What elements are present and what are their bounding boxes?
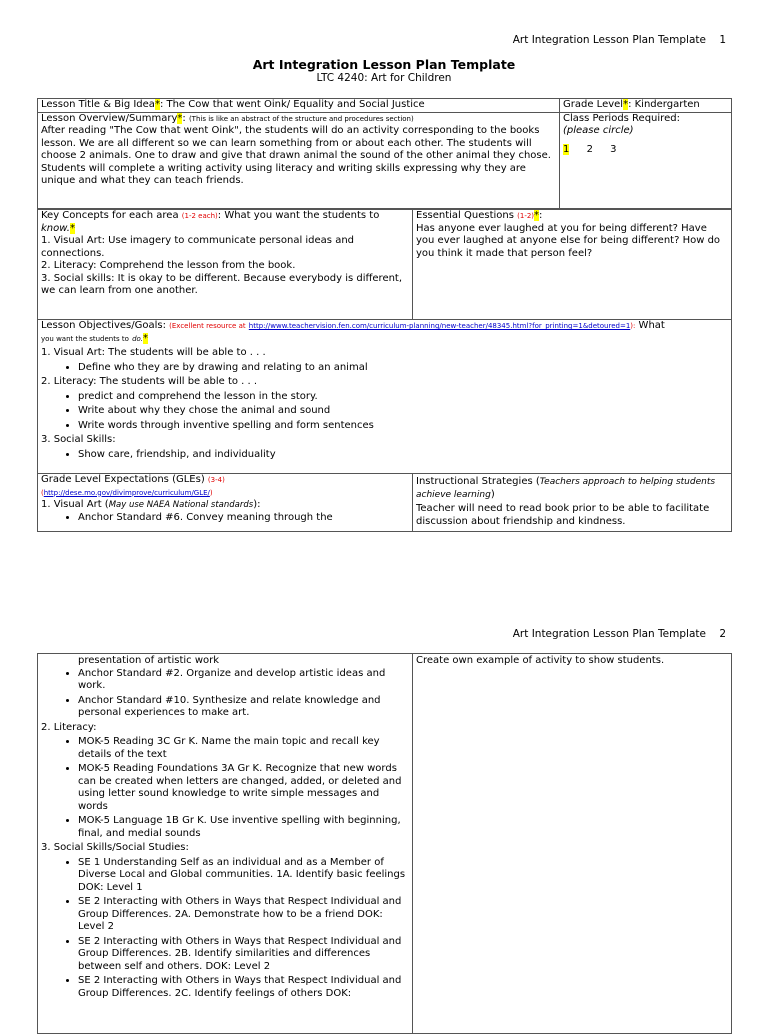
essential-count: (1-2): [517, 212, 535, 220]
gle-link[interactable]: http://dese.mo.gov/divimprove/curriculum/GLE/: [43, 488, 210, 497]
gle-literacy-list: [41, 736, 409, 840]
class-periods-options: [563, 144, 728, 157]
key-concept-2: 2. Literacy: Comprehend the lesson from the book.: [41, 260, 296, 271]
list-item: • MOK-5 Language 1B Gr K. Use inventive spelling with beginning, final, and medial sounds: [78, 815, 409, 840]
page-header: [513, 34, 726, 47]
objective-literacy: 2. Literacy: The students will be able to . . .: [41, 376, 258, 387]
class-periods-note: (please circle): [563, 125, 634, 136]
key-concepts-cell: Key Concepts for each area (1-2 each): What you want the students to know.* 1. Visual Art: Use imagery to communicate personal ideas and connections. 2. Literacy: Comprehend the lesson from the book. 3. Social skills: It is okay to be different. Because everybody is different, we can learn from one another.: [38, 210, 413, 320]
list-item: • Write words through inventive spelling and form sentences: [78, 420, 728, 433]
gle-table: [37, 473, 732, 532]
page-number: 2: [719, 628, 726, 640]
lesson-info-table: [37, 98, 732, 209]
key-concepts-count: (1-2 each): [181, 212, 218, 220]
list-item: • MOK-5 Reading Foundations 3A Gr K. Recognize that new words can be created when letters are changed, added, or deleted and using letter sound knowledge to write simple messages and words: [78, 763, 409, 813]
lesson-title-cell: Lesson Title & Big Idea*: The Cow that went Oink/ Equality and Social Justice: [38, 99, 560, 113]
objectives-cell: Lesson Objectives/Goals: (Excellent resource at http://www.teachervision.fen.com/curriculum-planning/new-teacher/48345.html?for_printing=1&detoured=1): What you want the students to do.* 1. Visual Art: The students will be able to . . . • Define who they are by drawing and relating to an animal 2. Literacy: The students will be able to . . . • predict and comprehend the lesson in the story. • Write about why they chose the animal and sound • Write words through inventive spelling and form sentences 3. Social Skills: • Show care, friendship, and individuality: [38, 320, 732, 474]
document-title: Art Integration Lesson Plan Template: [252, 57, 516, 72]
list-item: • predict and comprehend the lesson in the story.: [78, 391, 728, 404]
gle-count: (3-4): [207, 476, 225, 484]
gle-literacy-label: 2. Literacy:: [41, 721, 97, 733]
period-option-3: 3: [610, 143, 617, 155]
list-item: • SE 2 Interacting with Others in Ways that Respect Individual and Group Differences. 2B. Identify similarities and differences between self and others. DOK: Level 2: [78, 936, 409, 974]
required-marker: *: [143, 332, 149, 344]
overview-note: (This is like an abstract of the structure and procedures section): [188, 114, 414, 123]
list-item: • SE 1 Understanding Self as an individual and as a Member of Diverse Local and Global communities. 1A. Identify basic feelings DOK: Level 1: [78, 857, 409, 895]
class-periods-label: Class Periods Required:: [563, 112, 680, 124]
list-item: • Anchor Standard #10. Synthesize and relate knowledge and personal experiences to make art.: [78, 695, 409, 720]
objectives-resource-link[interactable]: http://www.teachervision.fen.com/curriculum-planning/new-teacher/48345.html?for_printing=1&detoured=1: [248, 322, 631, 330]
list-item: • Define who they are by drawing and relating to an animal: [78, 362, 728, 375]
objective-social: 3. Social Skills:: [41, 434, 116, 445]
period-option-2: 2: [586, 143, 593, 155]
strategies-continued-cell: [413, 654, 732, 1034]
overview-text: After reading "The Cow that went Oink", the students will do an activity corresponding to the books lesson. We are all different so we can learn something from or about each other. The students will choose 2 animals. One to draw and give that drawn animal the sound of the other animal they chose. Students will complete a writing activity using literacy and writing skills expressing why they are unique and what they can teach friends.: [41, 125, 551, 186]
document-subtitle: LTC 4240: Art for Children: [316, 72, 452, 84]
header-label: Art Integration Lesson Plan Template: [512, 628, 706, 640]
gle-continued-cell: [38, 654, 413, 1034]
gle-label: Grade Level Expectations (GLEs): [41, 474, 205, 485]
strategies-continued-text: Create own example of activity to show students.: [416, 655, 665, 666]
list-item: • SE 2 Interacting with Others in Ways that Respect Individual and Group Differences. 2A. Demonstrate how to be a friend DOK: Level 2: [78, 896, 409, 934]
required-marker: *: [154, 99, 160, 110]
list-item: • MOK-5 Reading 3C Gr K. Name the main topic and recall key details of the text: [78, 736, 409, 761]
period-option-1: 1: [563, 143, 570, 155]
objective-visual-art: 1. Visual Art: The students will be able to . . .: [41, 347, 266, 358]
list-item: • Write about why they chose the animal and sound: [78, 405, 728, 418]
gle-visual-list-continued: [41, 668, 409, 720]
strategies-text: Teacher will need to read book prior to be able to facilitate discussion about friendship and kindness.: [416, 503, 710, 527]
gle-cell: Grade Level Expectations (GLEs) (3-4) (http://dese.mo.gov/divimprove/curriculum/GLE/) 1. Visual Art (May use NAEA National standards): • Anchor Standard #6. Convey meaning through the: [38, 474, 413, 532]
key-concept-1: 1. Visual Art: Use imagery to communicate personal ideas and connections.: [41, 235, 355, 259]
objective-literacy-list: [41, 391, 728, 433]
gle-visual-list: [41, 512, 409, 525]
class-periods-cell: [560, 112, 732, 208]
lesson-title-value: : The Cow that went Oink/ Equality and Social Justice: [159, 99, 425, 110]
list-item: • SE 2 Interacting with Others in Ways that Respect Individual and Group Differences. 2C. Identify feelings of others DOK:: [78, 975, 409, 1000]
strategies-cell: Instructional Strategies (Teachers approach to helping students achieve learning) Teacher will need to read book prior to be able to facilitate discussion about friendship and kindness.: [413, 474, 732, 532]
document-title-block: [0, 58, 768, 84]
list-item: • Anchor Standard #6. Convey meaning through the: [78, 512, 409, 525]
essential-questions-text: Has anyone ever laughed at you for being different? Have you ever laughed at anyone else for being different? How do you think it made that person feel?: [416, 222, 721, 259]
key-concept-3: 3. Social skills: It is okay to be different. Because everybody is different, we can learn from one another.: [41, 272, 403, 296]
required-marker: *: [534, 210, 540, 221]
continued-item: presentation of artistic work: [78, 655, 220, 666]
objective-visual-list: [41, 362, 728, 375]
list-item: • Anchor Standard #2. Organize and develop artistic ideas and work.: [78, 668, 409, 693]
page-number: 1: [719, 34, 726, 46]
gle-social-list: [41, 857, 409, 1001]
concepts-table: [37, 209, 732, 320]
grade-level-value: : Kindergarten: [628, 99, 700, 110]
objectives-label: Lesson Objectives/Goals:: [41, 320, 166, 331]
gle-social-label: 3. Social Skills/Social Studies:: [41, 842, 189, 853]
grade-level-cell: Grade Level*: Kindergarten: [560, 99, 732, 113]
header-label: Art Integration Lesson Plan Template: [512, 34, 706, 46]
objectives-table: [37, 319, 732, 474]
lesson-overview-cell: Lesson Overview/Summary*: (This is like an abstract of the structure and procedures section) After reading "The Cow that went Oink", the students will do an activity corresponding to the books lesson. We are all different so we can learn something from or about each other. The students will choose 2 animals. One to draw and give that drawn animal the sound of the other animal they chose. Students will complete a writing activity using literacy and writing skills expressing why they are unique and what they can teach friends.: [38, 112, 560, 208]
objective-social-list: [41, 449, 728, 462]
required-marker: *: [69, 222, 75, 234]
page-header: [513, 628, 726, 641]
required-marker: *: [177, 112, 183, 124]
gle-table-continued: [37, 653, 732, 1034]
list-item: • Show care, friendship, and individuality: [78, 449, 728, 462]
required-marker: *: [623, 99, 629, 110]
essential-questions-cell: Essential Questions (1-2)*: Has anyone ever laughed at you for being different? Have you ever laughed at anyone else for being different? How do you think it made that person feel?: [413, 210, 732, 320]
